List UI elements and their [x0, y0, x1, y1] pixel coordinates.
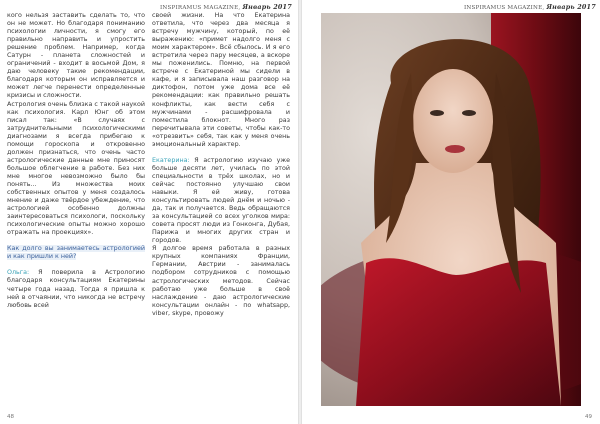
left-page [0, 0, 298, 424]
speaker-name: Ольга: [7, 269, 30, 277]
portrait-illustration [321, 13, 581, 406]
text-column-2 [152, 12, 290, 318]
magazine-name: INSPIRAMUS MAGAZINE, [464, 5, 545, 11]
page-header [160, 3, 292, 11]
right-page [302, 0, 600, 424]
issue-date: Январь 2017 [546, 3, 596, 11]
answer: Ольга: Я поверила в Астрологию благодаря консультациям Екатерины четыре года назад. Тогда я пришла к ней в отчаянии, что никогда не встречу любовь всей [7, 269, 145, 309]
paragraph: Я долгое время работала в разных крупных компаниях Франции, Германии, Австрии - занималась подбором сотрудников с помощью астрологических методов. Сейчас работаю уже больше в своё наслаждение - даю астрологические консультации онлайн - по whatsapp, viber, skype, провожу [152, 245, 290, 317]
answer: Екатерина: Я астрологию изучаю уже больше десяти лет, училась по этой специальности в трёх школах, но и сейчас постоянно улучшаю свои навыки. Я ей живу, готова консультировать людей днём и ночью - да, так и получается. Ведь обращаются за консультацией со всех уголков мира: совета просят люди из Гонконга, Дубая, Парижа и многих других стран и городов. [152, 156, 290, 245]
paragraph: Астрология очень близка с такой наукой как психология. Карл Юнг об этом писал так: «В случаях с затруднительными психологическими диагнозами я всегда прибегаю к помощи гороскопа и откровенно должен признаться, что очень часто астрологические данные мне приносят большое облегчение в работе. Без них мне многое невозможно было бы понять... Из множества моих собственных опытов у меня создалось мнение и даже твёрдое убеждение, что астрологией особенно должны заинтересоваться психологи, поскольку психологические опыты можно хорошо отражать на проекциях». [7, 100, 145, 237]
text-column-1 [7, 12, 145, 310]
paragraph: своей жизни. На что Екатерина ответила, что через два месяца я встречу мужчину, который, по её выражению: «примет надолго меня с моим характером». Всё сбылось. И я его встретила через пару месяцев, а вскоре мы поженились. Помню, на первой встрече с Екатериной мы сидели в кафе, и я записывала наш разговор на диктофон, потом уже дома все её рекомендации: как правильно решать конфликты, как вести себя с мужчинами - расшифровала и поместила блокнот. Много раз перечитывала эти советы, чтобы как-то «отрезвить» себя, так как у меня очень эмоциональный характер. [152, 12, 290, 148]
portrait-photo [321, 13, 581, 406]
speaker-name: Екатерина: [152, 156, 190, 164]
magazine-name: INSPIRAMUS MAGAZINE, [160, 5, 241, 11]
page-header [464, 3, 596, 11]
issue-date: Январь 2017 [242, 3, 292, 11]
page-number: 48 [7, 414, 14, 420]
page-number: 49 [585, 414, 592, 420]
paragraph: кого нельзя заставить сделать то, что он не может. Но благодаря пониманию психологии личности, я смогу его правильно направить и упростить решение проблем. Например, когда Сатурн - планета сложностей и ограничений - входит в восьмой Дом, я даю человеку такие рекомендации, благодаря которым он исправляется и может легче перенести определенные кризисы и сложности. [7, 12, 145, 100]
question: Как долго вы занимаетесь астрологией и как пришли к ней? [7, 245, 145, 261]
